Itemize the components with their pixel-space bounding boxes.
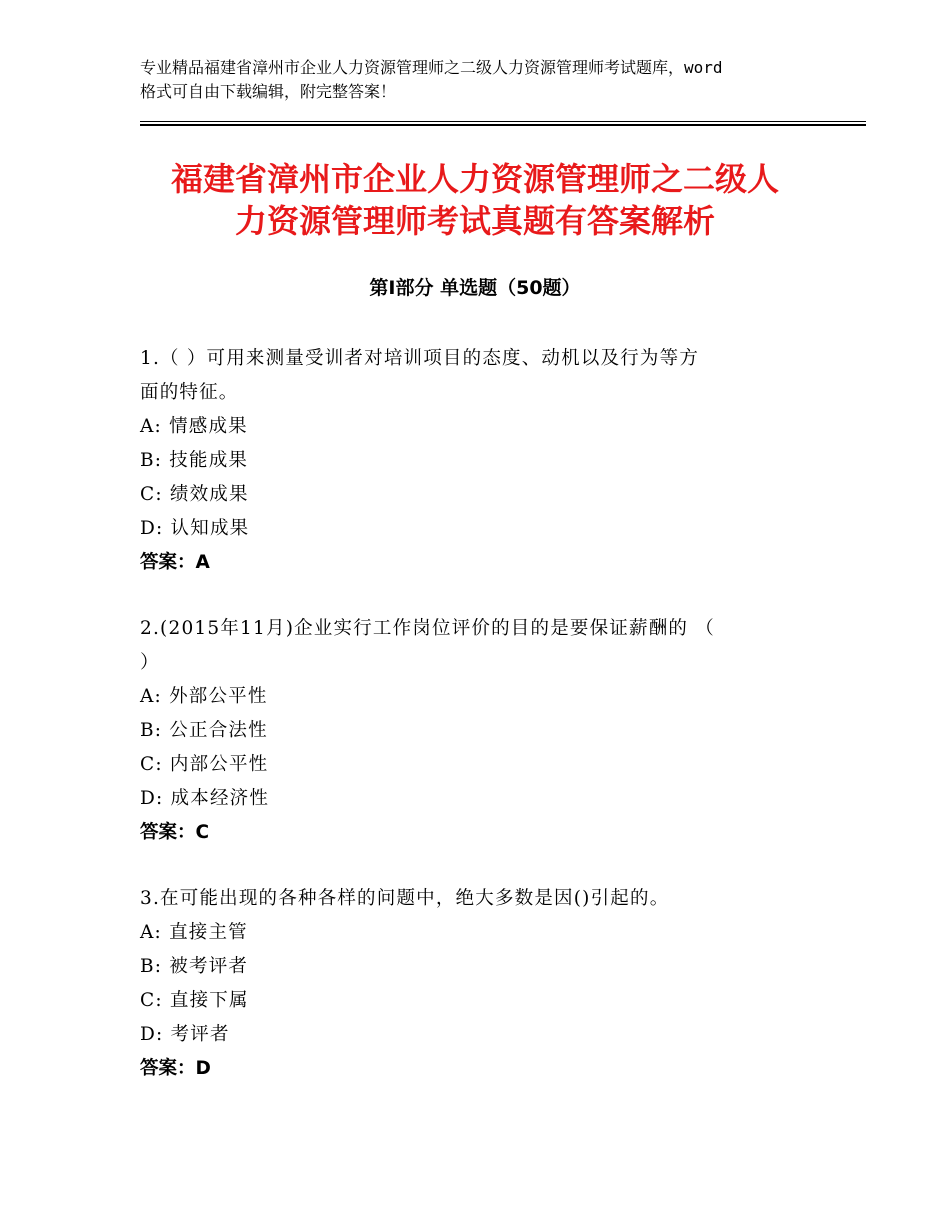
question-stem-line: 面的特征。 <box>140 382 239 403</box>
question-stem <box>140 612 820 680</box>
question-list <box>140 342 820 1118</box>
question-stem-line: ） <box>140 652 160 673</box>
question-stem-line: 1.（ ）可用来测量受训者对培训项目的态度、动机以及行为等方 <box>140 348 700 369</box>
option-c: C: 绩效成果 <box>140 484 249 505</box>
question-3 <box>140 882 820 1086</box>
question-stem <box>140 882 820 916</box>
option-b: B: 技能成果 <box>140 450 249 471</box>
document-title <box>100 158 850 242</box>
option-d: D: 成本经济性 <box>140 788 270 809</box>
question-stem-line: 3.在可能出现的各种各样的问题中，绝大多数是因()引起的。 <box>140 888 670 909</box>
answer-label: 答案：C <box>140 822 210 843</box>
option-c: C: 内部公平性 <box>140 754 269 775</box>
option-b: B: 公正合法性 <box>140 720 268 741</box>
answer-label: 答案：A <box>140 552 210 573</box>
option-c: C: 直接下属 <box>140 990 249 1011</box>
option-b: B: 被考评者 <box>140 956 249 977</box>
header-divider-thin <box>140 121 866 122</box>
question-2 <box>140 612 820 850</box>
title-line-2: 力资源管理师考试真题有答案解析 <box>234 202 715 240</box>
option-a: A: 直接主管 <box>140 922 248 943</box>
header-note-line-1: 专业精品福建省漳州市企业人力资源管理师之二级人力资源管理师考试题库，word <box>140 58 723 77</box>
option-d: D: 考评者 <box>140 1024 230 1045</box>
option-a: A: 情感成果 <box>140 416 248 437</box>
option-d: D: 认知成果 <box>140 518 250 539</box>
question-stem <box>140 342 820 410</box>
option-a: A: 外部公平性 <box>140 686 268 707</box>
question-1 <box>140 342 820 580</box>
answer-label: 答案：D <box>140 1058 211 1079</box>
title-line-1: 福建省漳州市企业人力资源管理师之二级人 <box>170 160 779 198</box>
section-heading: 第Ⅰ部分 单选题（50题） <box>369 277 581 299</box>
header-divider-thick <box>140 124 866 126</box>
document-header-note <box>140 56 830 104</box>
header-note-line-2: 格式可自由下载编辑，附完整答案！ <box>140 82 397 101</box>
question-stem-line: 2.(2015年11月)企业实行工作岗位评价的目的是要保证薪酬的 （ <box>140 618 715 639</box>
